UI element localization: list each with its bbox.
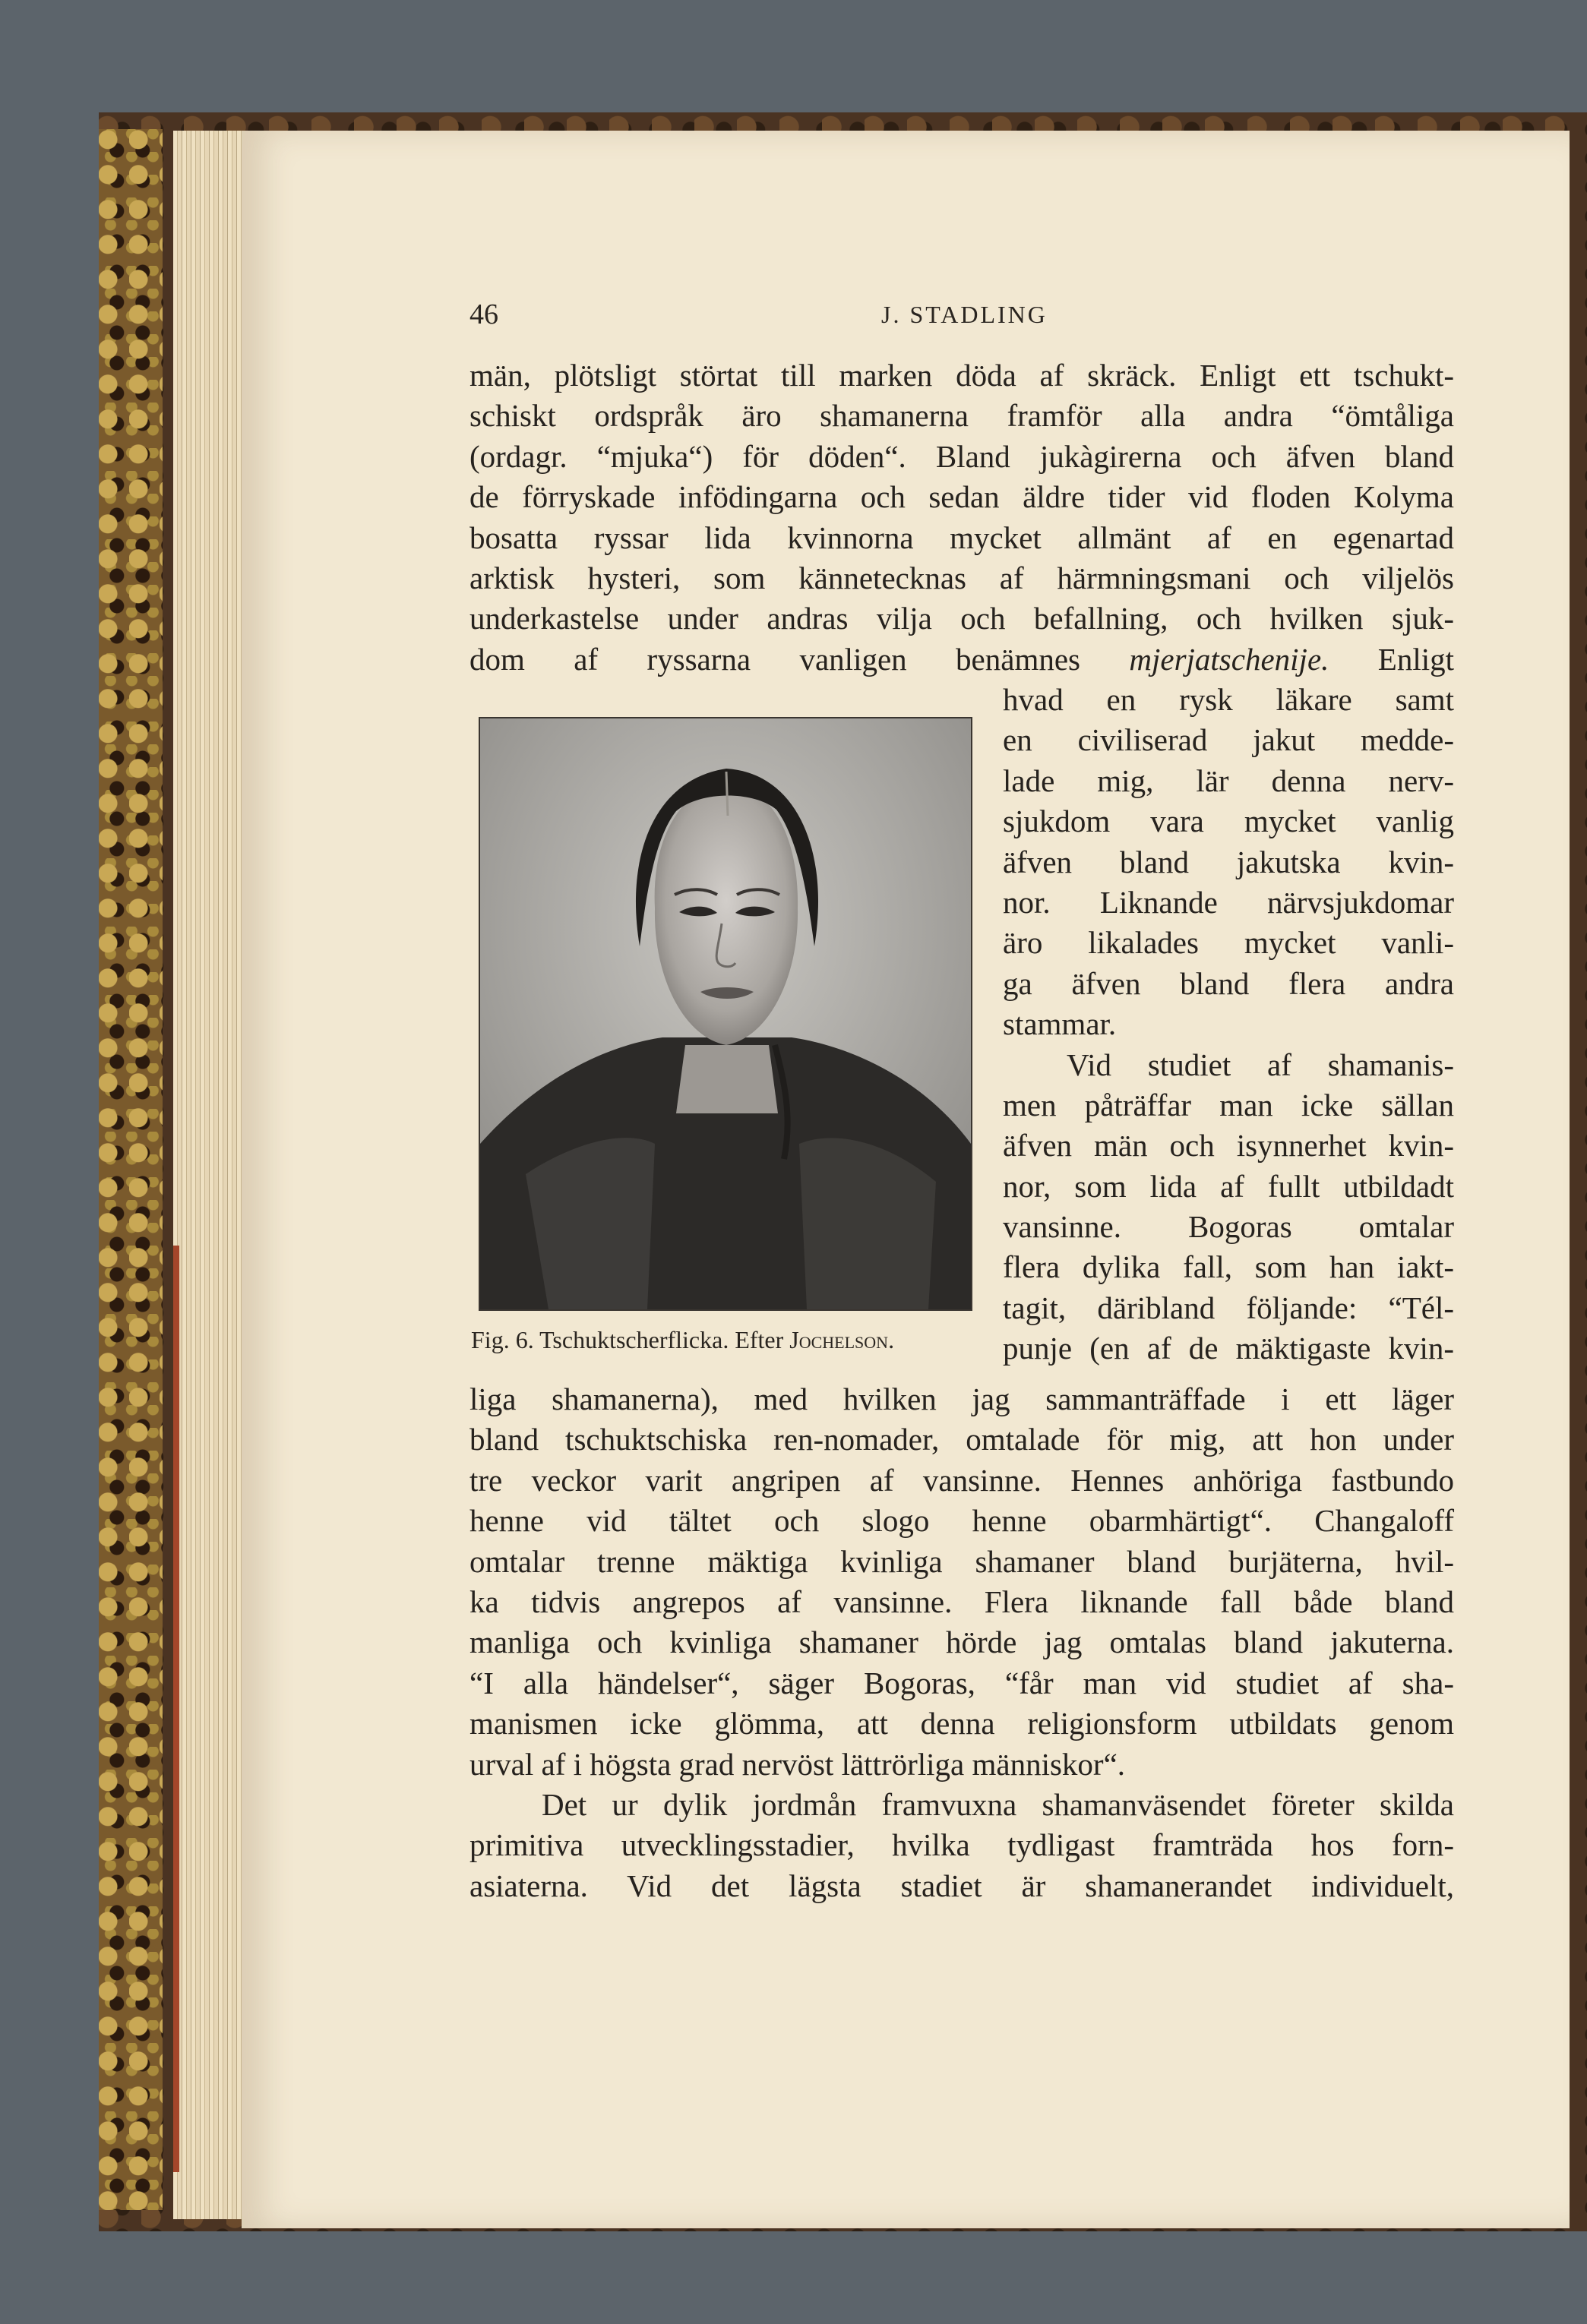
text-line: omtalar trenne mäktiga kvinliga shamaner bland burjäterna, hvil-	[469, 1543, 1454, 1579]
text-line: primitiva utvecklingsstadier, hvilka tydligast framträda hos forn-	[469, 1827, 1454, 1863]
running-head-author: J. STADLING	[881, 301, 1048, 328]
text-line: bland tschuktschiska ren-nomader, omtalade för mig, att hon under	[469, 1422, 1454, 1457]
text-line: arktisk hysteri, som kännetecknas af härmningsmani och viljelös	[469, 560, 1454, 595]
text-line: urval af i högsta grad nervöst lättrörliga människor“.	[469, 1746, 1126, 1782]
text-fragment: dom af ryssarna vanligen benämnes	[469, 641, 1130, 677]
text-line: manliga och kvinliga shamaner hörde jag omtalas bland jakuterna.	[469, 1625, 1454, 1660]
text-line: sjukdom vara mycket vanlig	[1003, 804, 1454, 839]
text-line: “I alla händelser“, säger Bogoras, “får man vid studiet af sha-	[469, 1665, 1454, 1700]
text-line: bosatta ryssar lida kvinnorna mycket allmänt af en egenartad	[469, 519, 1454, 555]
text-line: en civiliserad jakut medde-	[1003, 722, 1454, 758]
text-line: de förryskade infödingarna och sedan äldre tider vid floden Kolyma	[469, 479, 1454, 515]
text-line: ga äfven bland flera andra	[1003, 965, 1454, 1001]
text-line: flera dylika fall, som han iakt-	[1003, 1249, 1454, 1285]
marbled-endpaper	[99, 129, 163, 2210]
page-number: 46	[469, 298, 498, 330]
figure-caption	[471, 1326, 995, 1354]
text-line: nor. Liknande närvsjukdomar	[1003, 884, 1454, 920]
caption-text: Fig. 6. Tschuktscherflicka. Efter	[471, 1326, 790, 1353]
text-line: nor, som lida af fullt utbildadt	[1003, 1168, 1454, 1204]
text-line: äfven bland jakutska kvin-	[1003, 844, 1454, 879]
text-line: Vid studiet af shamanis-	[1067, 1047, 1454, 1082]
text-line: men påträffar man icke sällan	[1003, 1087, 1454, 1123]
text-beside-figure	[1003, 680, 1454, 1369]
text-bottom	[469, 1379, 1454, 1785]
text-line: tagit, däribland följande: “Tél-	[1003, 1290, 1454, 1325]
text-line: stammar.	[1003, 1006, 1117, 1042]
text-line	[469, 639, 1454, 680]
text-line: punje (en af de mäktigaste kvin-	[1003, 1331, 1454, 1366]
text-line: tre veckor varit angripen af vansinne. Hennes anhöriga fastbundo	[469, 1462, 1454, 1498]
text-line: lade mig, lär denna nerv-	[1003, 763, 1454, 798]
bookmark-ribbon	[173, 1246, 179, 2172]
text-line: schiskt ordspråk äro shamanerna framför alla andra “ömtåliga	[469, 398, 1454, 434]
text-line: (ordagr. “mjuka“) för döden“. Bland jukàgirerna och äfven bland	[469, 438, 1454, 474]
text-line: ka tidvis angrepos af vansinne. Flera liknande fall både bland	[469, 1584, 1454, 1619]
text-line: vansinne. Bogoras omtalar	[1003, 1209, 1454, 1245]
text-line: henne vid tältet och slogo henne obarmhärtigt“. Changaloff	[469, 1503, 1454, 1539]
italic-term: mjerjatschenije.	[1129, 641, 1329, 677]
text-paragraph	[469, 1785, 1454, 1906]
text-fragment: Enligt	[1329, 641, 1455, 677]
text-line: liga shamanerna), med hvilken jag sammanträffade i ett läger	[469, 1381, 1454, 1416]
text-line: asiaterna. Vid det lägsta stadiet är shamanerandet individuelt,	[469, 1868, 1454, 1903]
text-top	[469, 355, 1454, 680]
text-line: äro likalades mycket vanli-	[1003, 925, 1454, 961]
text-line: Det ur dylik jordmån framvuxna shamanväsendet företer skilda	[542, 1787, 1454, 1822]
text-line: män, plötsligt störtat till marken döda af skräck. Enligt ett tschukt-	[469, 358, 1454, 393]
page-edges	[173, 131, 249, 2219]
text-line: manismen icke glömma, att denna religionsform utbildats genom	[469, 1706, 1454, 1741]
text-line: underkastelse under andras vilja och befallning, och hvilken sjuk-	[469, 601, 1454, 636]
portrait-image	[480, 718, 971, 1309]
text-line: äfven män och isynnerhet kvin-	[1003, 1128, 1454, 1164]
caption-author: Jochelson.	[789, 1326, 895, 1353]
portrait-photograph	[479, 717, 972, 1311]
running-head	[469, 298, 1454, 336]
text-line: hvad en rysk läkare samt	[1003, 682, 1454, 717]
